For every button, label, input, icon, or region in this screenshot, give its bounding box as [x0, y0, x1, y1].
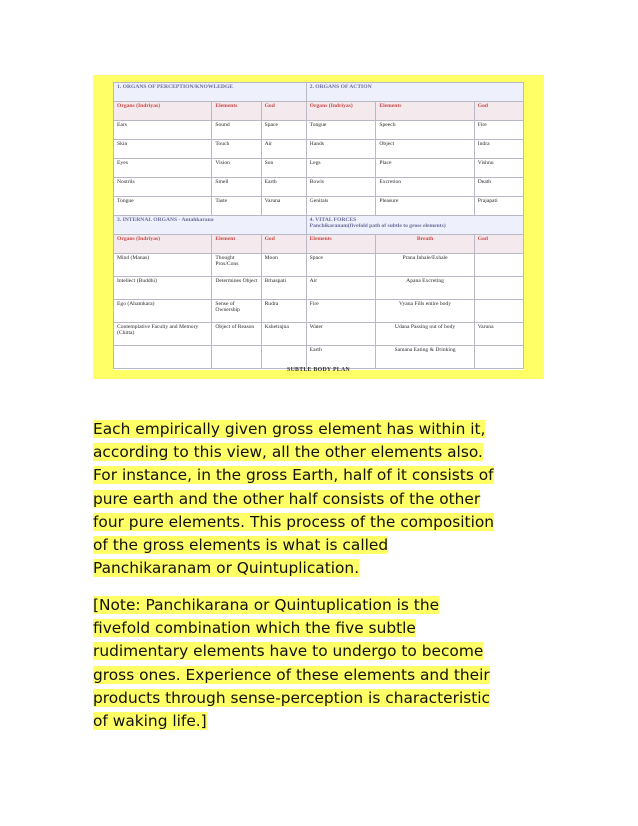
section-title: 2. ORGANS OF ACTION: [306, 83, 523, 102]
table-cell: Air: [261, 140, 306, 159]
table-cell: Mind (Manas): [114, 254, 212, 277]
table-cell: Indra: [474, 140, 523, 159]
table-row: [114, 121, 524, 140]
table-cell: [474, 300, 523, 323]
column-header: Organs (Indriyas): [114, 235, 212, 254]
table-row: [114, 83, 524, 102]
column-header: Elements: [306, 235, 376, 254]
table-cell: Space: [261, 121, 306, 140]
table-cell: Brhaspati: [261, 277, 306, 300]
table-cell: Object of Reason: [212, 323, 261, 346]
table-row: [114, 216, 524, 235]
column-header: Breath: [376, 235, 474, 254]
section-title: 3. INTERNAL ORGANS - Antahkarana: [114, 216, 307, 235]
column-header: Organs (Indriyas): [114, 102, 212, 121]
table-cell: Rudra: [261, 300, 306, 323]
paragraph-line: pure earth and the other half consists of the other: [93, 489, 481, 508]
paragraph-line: four pure elements. This process of the composition: [93, 512, 495, 531]
table-cell: Legs: [306, 159, 376, 178]
table-cell: Intellect (Buddhi): [114, 277, 212, 300]
table-cell: Touch: [212, 140, 261, 159]
table-cell: Hands: [306, 140, 376, 159]
table-cell: Pleasure: [376, 197, 474, 216]
paragraph-line: gross ones. Experience of these elements and their: [93, 665, 490, 684]
column-header: God: [474, 235, 523, 254]
paragraph-line: [Note: Panchikarana or Quintuplication is the: [93, 596, 440, 614]
table-cell: Eyes: [114, 159, 212, 178]
section-title: 1. ORGANS OF PERCEPTION/KNOWLEDGE: [114, 83, 307, 102]
table-cell: Smell: [212, 178, 261, 197]
table-cell: Vyana Fills entire body: [376, 300, 474, 323]
table-cell: Earth: [306, 346, 376, 369]
table-cell: Taste: [212, 197, 261, 216]
section-title: [306, 216, 523, 235]
table-row: [114, 159, 524, 178]
table-cell: Tongue: [306, 121, 376, 140]
paragraph-line: of the gross elements is what is called: [93, 536, 389, 555]
subtle-body-plan-table: [113, 82, 524, 369]
table-cell: Prajapati: [474, 197, 523, 216]
table-row: [114, 300, 524, 323]
table-cell: Kshetrajna: [261, 323, 306, 346]
table-cell: Samana Eating & Drinking: [376, 346, 474, 369]
table-cell: Contemplative Faculty and Memory (Chitta): [114, 323, 212, 346]
table-cell: [261, 346, 306, 369]
table-row: [114, 323, 524, 346]
table-cell: [212, 346, 261, 369]
section-subtitle: Panchikaranam(fivefold path of subtle to gross elements): [309, 223, 446, 230]
figure-caption: SUBTLE BODY PLAN: [287, 367, 350, 373]
table-cell: Ego (Ahamkara): [114, 300, 212, 323]
subtle-body-plan-figure: [93, 75, 544, 379]
figure-table-area: [113, 82, 524, 373]
table-cell: Varuna: [474, 323, 523, 346]
column-header: Elements: [376, 102, 474, 121]
table-cell: Vision: [212, 159, 261, 178]
table-cell: Skin: [114, 140, 212, 159]
paragraph-line: according to this view, all the other elements also.: [93, 443, 483, 462]
table-cell: [474, 277, 523, 300]
table-cell: Fire: [306, 300, 376, 323]
table-cell: Determines Object: [212, 277, 261, 300]
table-cell: Sense of Ownership: [212, 300, 261, 323]
table-cell: Vishnu: [474, 159, 523, 178]
table-cell: Moon: [261, 254, 306, 277]
table-cell: Speech: [376, 121, 474, 140]
table-cell: Place: [376, 159, 474, 178]
table-row: [114, 277, 524, 300]
column-header: Elements: [212, 102, 261, 121]
table-row: [114, 197, 524, 216]
paragraph-line: products through sense-perception is characteristic: [93, 688, 491, 707]
table-cell: Thought Pros/Cons: [212, 254, 261, 277]
table-cell: Udana Passing out of body: [376, 323, 474, 346]
table-row: [114, 140, 524, 159]
table-cell: Earth: [261, 178, 306, 197]
paragraph-line: Each empirically given gross element has within it,: [93, 420, 486, 438]
table-row: [114, 178, 524, 197]
table-cell: Object: [376, 140, 474, 159]
table-cell: Air: [306, 277, 376, 300]
table-cell: [474, 254, 523, 277]
table-cell: Varuna: [261, 197, 306, 216]
table-cell: Prana Inhale/Exhale: [376, 254, 474, 277]
table-header-row: [114, 102, 524, 121]
column-header: God: [261, 235, 306, 254]
table-row: [114, 346, 524, 369]
column-header: Element: [212, 235, 261, 254]
body-paragraph-1: [93, 418, 553, 580]
table-cell: Excretion: [376, 178, 474, 197]
table-cell: Ears: [114, 121, 212, 140]
table-cell: Apana Excreting: [376, 277, 474, 300]
table-cell: Genitals: [306, 197, 376, 216]
section-title-text: 4. VITAL FORCES: [309, 217, 357, 223]
table-row: [114, 254, 524, 277]
column-header: God: [474, 102, 523, 121]
paragraph-line: of waking life.]: [93, 712, 207, 731]
table-cell: [114, 346, 212, 369]
paragraph-line: Panchikaranam or Quintuplication.: [93, 559, 360, 578]
table-cell: Sound: [212, 121, 261, 140]
body-paragraph-2: [93, 594, 553, 733]
table-cell: Water: [306, 323, 376, 346]
table-cell: Sun: [261, 159, 306, 178]
paragraph-line: fivefold combination which the five subtle: [93, 619, 416, 638]
paragraph-line: For instance, in the gross Earth, half of it consists of: [93, 466, 494, 485]
table-header-row: [114, 235, 524, 254]
table-cell: Bowls: [306, 178, 376, 197]
column-header: Organs (Indriyas): [306, 102, 376, 121]
table-cell: Space: [306, 254, 376, 277]
column-header: God: [261, 102, 306, 121]
table-cell: Tongue: [114, 197, 212, 216]
table-cell: [474, 346, 523, 369]
paragraph-line: rudimentary elements have to undergo to become: [93, 642, 484, 661]
table-cell: Death: [474, 178, 523, 197]
table-cell: Fire: [474, 121, 523, 140]
table-cell: Nostrils: [114, 178, 212, 197]
